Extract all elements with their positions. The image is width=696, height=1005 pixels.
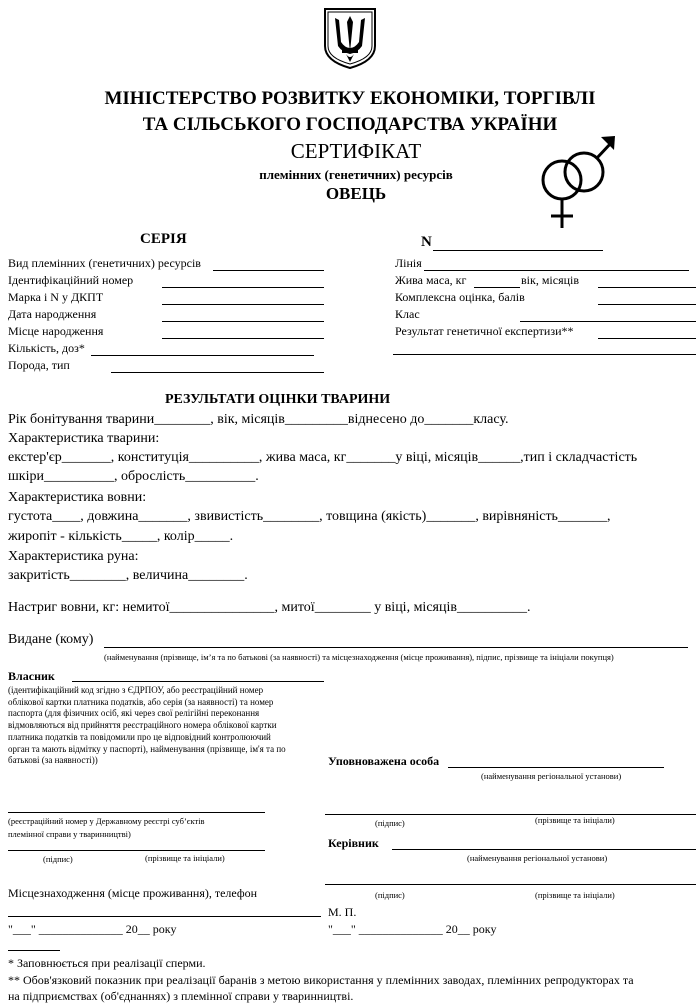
breeding-resource-type-label: Вид племінних (генетичних) ресурсів <box>8 256 201 270</box>
id-number-label: Ідентифікаційний номер <box>8 273 134 287</box>
series-label: СЕРІЯ <box>140 231 187 247</box>
results-row-6: густота____, довжина_______, звивистість________, товщина (якість)_______, вирівняність_______, <box>8 509 611 524</box>
authorized-name-note: (прізвище та ініціали) <box>535 815 615 825</box>
registry-number-field[interactable] <box>8 812 265 813</box>
age-months-field[interactable] <box>598 287 696 288</box>
address-field[interactable] <box>8 916 321 917</box>
results-heading: РЕЗУЛЬТАТИ ОЦІНКИ ТВАРИНИ <box>165 392 391 407</box>
fleece-characteristics-label: Характеристика руна: <box>8 549 139 564</box>
number-field[interactable] <box>433 250 603 251</box>
certificate-title: СЕРТИФІКАТ <box>290 139 422 163</box>
head-label: Керівник <box>328 836 379 850</box>
head-name-note: (прізвище та ініціали) <box>535 890 615 900</box>
results-row-9: закритість________, величина________. <box>8 568 248 583</box>
stamp-label: М. П. <box>328 905 357 919</box>
birth-place-label: Місце народження <box>8 324 104 338</box>
age-months-label: вік, місяців <box>521 273 580 287</box>
line-field[interactable] <box>424 270 689 271</box>
owner-date[interactable]: "___" ______________ 20__ року <box>8 922 177 936</box>
class-label: Клас <box>395 307 420 321</box>
number-label: N <box>421 234 432 250</box>
issued-to-field[interactable] <box>104 647 688 648</box>
authorized-signature-field[interactable] <box>325 814 696 815</box>
class-field[interactable] <box>520 321 696 322</box>
wool-characteristics-label: Характеристика вовни: <box>8 490 147 505</box>
live-weight-field[interactable] <box>474 287 520 288</box>
results-row-7: жиропіт - кількість_____, колір_____. <box>8 529 234 544</box>
species-title: ОВЕЦЬ <box>325 184 387 203</box>
breed-type-field[interactable] <box>111 372 324 373</box>
head-note: (найменування регіональної установи) <box>467 853 608 863</box>
birth-date-label: Дата народження <box>8 307 97 321</box>
results-row-1: Рік бонітування тварини________, вік, місяців_________віднесено до_______класу. <box>8 412 509 427</box>
trident-coat-of-arms-icon <box>322 6 378 70</box>
wool-clip-row: Настриг вовни, кг: немитої_______________, митої________ у віці, місяців__________. <box>8 600 531 615</box>
owner-signature-field[interactable] <box>8 850 265 851</box>
genetic-exam-field[interactable] <box>598 338 696 339</box>
registry-number-note: (реєстраційний номер у Державному реєстрі суб’єктів племінної справи у тваринництві) <box>8 816 205 839</box>
authorized-person-note: (найменування регіональної установи) <box>481 771 622 781</box>
ministry-line-2: ТА СІЛЬСЬКОГО ГОСПОДАРСТВА УКРАЇНИ <box>142 114 558 135</box>
breeding-resource-type-field[interactable] <box>213 270 324 271</box>
genetic-exam-field-2[interactable] <box>393 354 696 355</box>
address-label: Місцезнаходження (місце проживання), телефон <box>8 886 258 900</box>
owner-note: (ідентифікаційний код згідно з ЄДРПОУ, або реєстраційний номер облікової картки платника податків, або серія (за наявності) та номер паспорта (для фізичних осіб, які через свої релігійні переконання відмовляються від прийняття реєстраційного номера облікової картки платника податків та повідомили про це відповідний контролюючий орган та мають відмітку у паспорті), найменування (прізвище, ім'я та по батькові (за наявності)) <box>8 685 286 766</box>
ministry-line-1: МІНІСТЕРСТВО РОЗВИТКУ ЕКОНОМІКИ, ТОРГІВЛІ <box>104 88 596 109</box>
birth-place-field[interactable] <box>162 338 324 339</box>
head-field[interactable] <box>392 849 696 850</box>
owner-name-note: (прізвище та ініціали) <box>145 853 225 863</box>
brand-dkpt-field[interactable] <box>162 304 324 305</box>
breed-type-label: Порода, тип <box>8 358 70 372</box>
animal-characteristics-label: Характеристика тварини: <box>8 431 160 446</box>
results-row-3: екстер'єр_______, конституція__________, жива маса, кг_______у віці, місяців______,тип і складчастість <box>8 450 638 465</box>
birth-date-field[interactable] <box>162 321 324 322</box>
authorized-signature-note: (підпис) <box>375 818 405 828</box>
authorized-person-label: Уповноважена особа <box>328 754 440 768</box>
issued-to-note: (найменування (прізвище, ім’я та по батькові (за наявності) та місцезнаходження (місце проживання), підпис, прізвище та ініціали покупця) <box>104 652 614 662</box>
male-female-symbol-icon <box>538 132 618 232</box>
results-row-4: шкіри__________, оброслість__________. <box>8 469 259 484</box>
live-weight-label: Жива маса, кг <box>395 273 467 287</box>
owner-signature-note: (підпис) <box>43 854 73 864</box>
footnote-2-line-2: на підприємствах (об'єднаннях) з племінної справи у тваринництві. <box>8 989 354 1003</box>
certificate-subtitle: племінних (генетичних) ресурсів <box>259 167 453 182</box>
id-number-field[interactable] <box>162 287 324 288</box>
head-signature-field[interactable] <box>325 884 696 885</box>
owner-label: Власник <box>8 669 55 683</box>
footnote-separator <box>8 950 60 951</box>
footnote-2-line-1: ** Обов'язковий показник при реалізації баранів з метою використання у племінних заводах, племінних репродукторах та <box>8 973 634 987</box>
complex-score-field[interactable] <box>598 304 696 305</box>
complex-score-label: Комплексна оцінка, балів <box>395 290 525 304</box>
head-date[interactable]: "___" ______________ 20__ року <box>328 922 497 936</box>
line-label: Лінія <box>395 256 422 270</box>
doses-count-field[interactable] <box>91 355 314 356</box>
head-signature-note: (підпис) <box>375 890 405 900</box>
issued-to-label: Видане (кому) <box>8 632 94 647</box>
footnote-1: * Заповнюється при реалізації сперми. <box>8 956 206 970</box>
doses-count-label: Кількість, доз* <box>8 341 85 355</box>
owner-field[interactable] <box>72 681 324 682</box>
brand-dkpt-label: Марка і N у ДКПТ <box>8 290 104 304</box>
genetic-exam-label: Результат генетичної експертизи** <box>395 324 574 338</box>
authorized-person-field[interactable] <box>448 767 664 768</box>
